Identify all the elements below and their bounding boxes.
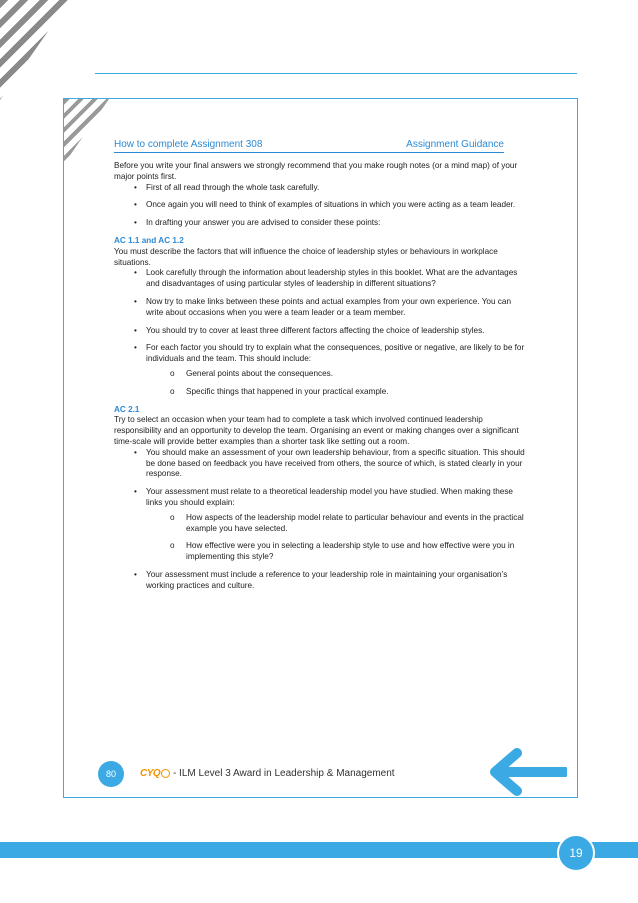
section-title-ac21: AC 2.1 — [114, 404, 140, 414]
document-header — [114, 139, 504, 153]
decorative-stripes — [0, 0, 70, 100]
list-item: • Once again you will need to think of examples of situations in which you were acting as a team leader. — [146, 200, 529, 211]
footer-band — [0, 842, 638, 858]
section-text-ac21: Try to select an occasion when your team had to complete a task which involved continued leadership responsibility and an opportunity to develop the team. Organising an event or making changes over a significant time-scale will provide better examples than a shorter task like setting out a room. — [114, 415, 519, 446]
list-item: • Your assessment must include a reference to your leadership role in maintaining your organisation’s working practices and culture. — [146, 570, 529, 592]
sub-list-item: o How aspects of the leadership model relate to particular behaviour and events in the practical example you have selected. — [186, 513, 529, 535]
inner-page-number: 80 — [98, 761, 124, 787]
section-title-ac11: AC 1.1 and AC 1.2 — [114, 235, 184, 245]
sub-list-item: o How effective were you in selecting a leadership style to use and how effective were you in implementing this style? — [186, 541, 529, 563]
ac21-bullet-list — [114, 448, 529, 592]
list-item: • You should make an assessment of your own leadership behaviour, from a specific situation. This should be done based on feedback you have received from others, the source of which, is stated clearly in your response. — [146, 448, 529, 480]
header-right-title: Assignment Guidance — [406, 139, 504, 150]
inner-footer — [64, 759, 577, 789]
list-item — [146, 487, 529, 563]
footer-title: - ILM Level 3 Award in Leadership & Management — [172, 768, 395, 779]
cyq-logo — [140, 768, 170, 779]
list-item: • Look carefully through the information about leadership styles in this booklet. What are the advantages and disadvantages of using particular styles of leadership in different situations? — [146, 268, 529, 290]
section-text-ac11: You must describe the factors that will influence the choice of leadership styles or behaviours in workplace situations. — [114, 246, 498, 267]
list-item: • Now try to make links between these points and actual examples from your own experience. You can write about occasions when you were a team leader or a team member. — [146, 297, 529, 319]
sub-list-item: o Specific things that happened in your practical example. — [186, 387, 529, 398]
sub-list-item: o General points about the consequences. — [186, 369, 529, 380]
list-item: • In drafting your answer you are advised to consider these points: — [146, 218, 529, 229]
footer-caption — [140, 768, 395, 779]
document-body — [114, 161, 529, 599]
logo-text: CYQ — [140, 768, 161, 779]
ac11-sub-list — [146, 369, 529, 398]
inner-decorative-stripes — [64, 99, 109, 164]
intro-bullet-list — [114, 183, 529, 229]
list-item-text: For each factor you should try to explain what the consequences, positive or negative, are likely to be for individuals and the team. This should include: — [146, 343, 525, 364]
back-arrow-icon[interactable] — [477, 747, 567, 797]
list-item-text: Your assessment must relate to a theoretical leadership model you have studied. When making these links you should explain: — [146, 487, 513, 507]
header-left-title: How to complete Assignment 308 — [114, 139, 263, 150]
list-item — [146, 343, 529, 397]
page-number-badge: 19 — [557, 834, 595, 872]
top-divider — [95, 73, 577, 74]
intro-paragraph: Before you write your final answers we strongly recommend that you make rough notes (or a mind map) of your major points first. — [114, 161, 518, 181]
inner-page-scan — [63, 98, 578, 798]
ac21-sub-list — [146, 513, 529, 563]
list-item: • First of all read through the whole task carefully. — [146, 183, 529, 194]
list-item: • You should try to cover at least three different factors affecting the choice of leadership styles. — [146, 326, 529, 337]
ac11-bullet-list — [114, 268, 529, 397]
